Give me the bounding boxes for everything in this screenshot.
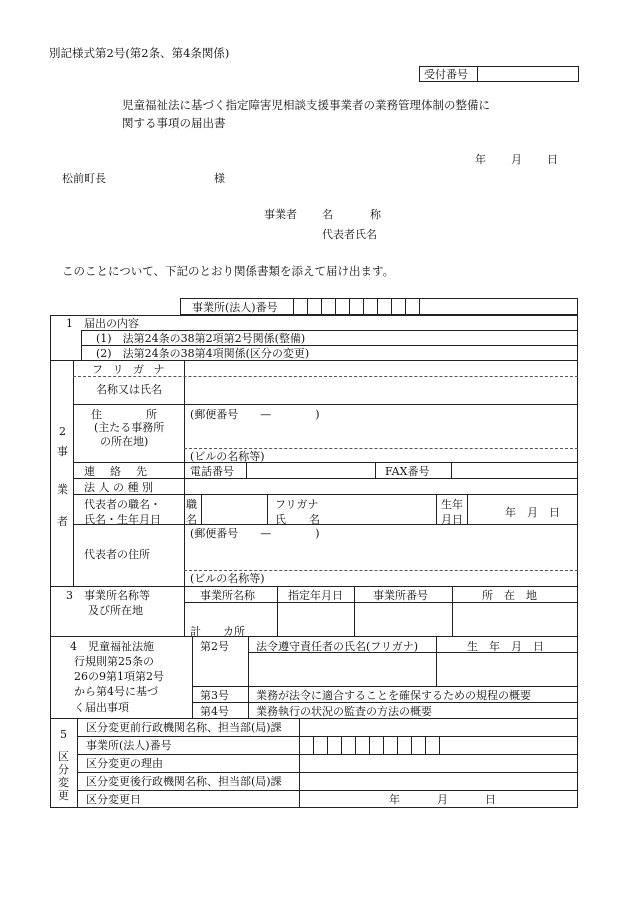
item-no2: 第2号 (200, 640, 229, 653)
contact-label: 連 絡 先 (84, 465, 149, 478)
item-no2-text: 法令遵守責任者の氏名(フリガナ) (256, 640, 419, 653)
sec5-date-year: 年 (389, 793, 400, 806)
addressee: 松前町長 (62, 172, 106, 185)
item-no2-birth: 生 年 月 日 (467, 640, 544, 653)
job-title-label-1: 職 (186, 498, 197, 511)
name-label-1: 名 (322, 208, 333, 221)
sec5-row1-label: 区分変更前行政機関名称、担当部(局)課 (86, 721, 282, 734)
col-designation-date: 指定年月日 (288, 589, 343, 602)
address-label: 住 所 (91, 408, 157, 421)
statement: このことについて、下記のとおり関係書類を添えて届け出ます。 (62, 264, 395, 278)
total-offices: 計 カ所 (190, 625, 245, 638)
sec5-row4-label: 区分変更後行政機関名称、担当部(局)課 (86, 775, 282, 788)
rep-postal-field[interactable]: (郵便番号 — ) (190, 527, 320, 540)
document-title-line1: 児童福祉法に基づく指定障害児相談支援事業者の業務管理体制の整備に (122, 98, 490, 112)
rep-title-line2: 氏名・生年月日 (84, 513, 161, 526)
rep-address-label: 代表者の住所 (84, 548, 150, 561)
sec1-title: 1 届出の内容 (66, 317, 139, 330)
receipt-number-label: 受付番号 (424, 68, 468, 81)
sec5-date-month: 月 (437, 793, 448, 806)
birth-label-2: 月日 (441, 513, 463, 526)
sec3-title-line2: 及び所在地 (88, 604, 143, 617)
sec5-side-char4: 更 (58, 789, 69, 802)
shimei-label-2: 名 (309, 513, 320, 526)
birth-date-field[interactable]: 年 月 日 (505, 506, 560, 519)
document-title-line2: 関する事項の届出書 (122, 116, 226, 130)
corp-type-label: 法 人 の 種 別 (84, 481, 153, 494)
sec5-side-char2: 分 (58, 763, 69, 776)
sec1-option-2[interactable]: (2) 法第24条の38第4項関係(区分の変更) (96, 347, 310, 360)
sec4-line1: 4 児童福祉法施 (70, 640, 154, 653)
honorific: 様 (214, 172, 225, 185)
name-label-2: 称 (370, 208, 381, 221)
date-day: 日 (547, 153, 558, 166)
sec5-row2-label: 事業所(法人)番号 (86, 739, 172, 752)
date-year: 年 (475, 153, 486, 166)
item-no3-text: 業務が法令に適合することを確保するための規程の概要 (256, 689, 531, 702)
sec5-side-char3: 変 (58, 776, 69, 789)
sec5-row5-label: 区分変更日 (86, 793, 141, 806)
rep-building-field[interactable]: (ビルの名称等) (190, 572, 265, 585)
representative-label: 代表者氏名 (322, 228, 377, 241)
sec2-side-char2: 業 (57, 483, 68, 496)
col-location: 所 在 地 (482, 589, 537, 602)
sec4-line3: 26の9第1項第2号 (74, 670, 164, 683)
postal-code-field[interactable]: (郵便番号 — ) (190, 408, 320, 421)
sec1-option-1[interactable]: (1) 法第24条の38第2項第2号関係(整備) (96, 332, 306, 345)
phone-label: 電話番号 (190, 465, 234, 478)
fax-label: FAX番号 (385, 465, 430, 478)
item-no4: 第4号 (200, 705, 229, 718)
sec5-date-day: 日 (485, 793, 496, 806)
furigana-small-label: フリガナ (275, 498, 319, 511)
col-office-name: 事業所名称 (200, 589, 255, 602)
sec2-side-char1: 事 (57, 445, 68, 458)
sec2-side-char3: 者 (57, 515, 68, 528)
job-title-label-2: 名 (186, 513, 197, 526)
sec5-side-num: 5 (60, 728, 67, 741)
sec4-line5: く届出事項 (74, 701, 129, 714)
sec2-side-num: 2 (59, 425, 66, 438)
sec4-line2: 行規則第25条の (74, 655, 154, 668)
item-no3: 第3号 (200, 689, 229, 702)
furigana-label: フ リ ガ ナ (92, 363, 168, 376)
sec3-title-line1: 3 事業所名称等 (66, 589, 150, 602)
sec5-row3-label: 区分変更の理由 (86, 757, 163, 770)
applicant-label: 事業者 (264, 208, 297, 221)
col-office-number: 事業所番号 (373, 589, 428, 602)
date-month: 月 (511, 153, 522, 166)
birth-label-1: 生年 (441, 498, 463, 511)
sec4-line4: から第4号に基づ (74, 685, 158, 698)
entity-name-label: 名称又は氏名 (96, 383, 162, 396)
item-no4-text: 業務執行の状況の監査の方法の概要 (256, 705, 432, 718)
building-name-field[interactable]: (ビルの名称等) (190, 450, 265, 463)
form-label: 別記様式第2号(第2条、第4条関係) (49, 46, 230, 60)
sec5-side-char1: 区 (58, 750, 69, 763)
rep-title-line1: 代表者の職名・ (84, 498, 161, 511)
office-number-label: 事業所(法人)番号 (192, 301, 278, 314)
shimei-label-1: 氏 (275, 513, 286, 526)
address-sub2: の所在地) (100, 435, 149, 448)
address-sub1: (主たる事務所 (94, 421, 165, 434)
